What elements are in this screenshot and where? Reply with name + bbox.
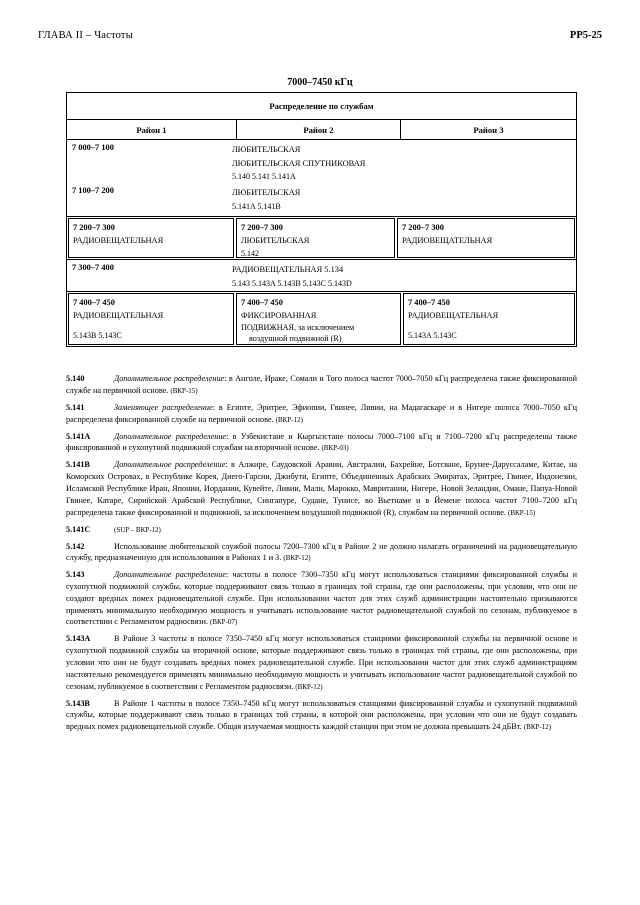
service-list	[229, 260, 576, 291]
footnote-refs: 5.143A 5.143C	[408, 331, 457, 340]
service-amateur: ЛЮБИТЕЛЬСКАЯ	[232, 188, 301, 197]
region-1-cell	[68, 293, 234, 345]
footnote-5-141c: 5.141C (SUP – ВКР-12)	[66, 524, 161, 534]
freq-range: 7 200–7 300	[73, 223, 115, 232]
service-list	[229, 140, 576, 183]
freq-range: 7 400–7 450	[408, 298, 450, 307]
chapter-header: ГЛАВА II – Частоты	[38, 30, 133, 41]
allocation-table	[66, 92, 577, 347]
service-broadcasting: РАДИОВЕЩАТЕЛЬНАЯ	[73, 236, 164, 245]
freq-range: 7 300–7 400	[72, 263, 114, 272]
table-row-7000-7100	[67, 140, 576, 183]
page-reference: РР5-25	[569, 30, 602, 41]
footnote-refs: 5.141A 5.141B	[232, 201, 281, 211]
table-row-7400-7450	[67, 291, 576, 346]
table-caption: Распределение по службам	[67, 93, 576, 120]
footnote-5-143: 5.143 Дополнительное распределение: частоты в полосе 7300–7350 кГц могут использоваться станциями фиксированной службы и сухопутной подвижной службы, которые поддерживают связь только в границах той страны, где они расположены, при условии, что они не создают вредных помех радиовещательной службе. При использовании частот для этих служб администрации настоятельно призываются применять минимальную необходимую мощность и учитывать использование частот радиовещательной службой по сезонам, публикуемое в соответствии с Регламентом радиосвязи. (ВКР-07)	[66, 570, 577, 627]
freq-range: 7 400–7 450	[241, 298, 283, 307]
freq-range: 7 400–7 450	[73, 298, 115, 307]
table-row-7300-7400	[67, 259, 576, 291]
service-mobile: ПОДВИЖНАЯ, за исключением	[241, 323, 355, 332]
region-1-cell	[68, 218, 234, 258]
footnote-5-143b: 5.143B В Районе 1 частоты в полосе 7350–7450 кГц могут использоваться станциями фиксированной службы и сухопутной подвижной службы, которые поддерживают связь только в границах той страны, в которой они расположены, при условии что они не будут создавать вредных помех радиовещательной службе. Общая излучаемая мощность каждой станции при этом не должна превышать 24 дБВт. (ВКР-12)	[66, 698, 577, 732]
footnote-refs: 5.142	[241, 249, 259, 258]
service-amateur: ЛЮБИТЕЛЬСКАЯ	[241, 236, 310, 245]
service-broadcasting: РАДИОВЕЩАТЕЛЬНАЯ	[73, 311, 164, 320]
service-amateur: ЛЮБИТЕЛЬСКАЯ	[232, 145, 301, 154]
region-3-cell	[403, 293, 575, 345]
service-broadcasting: РАДИОВЕЩАТЕЛЬНАЯ 5.134	[232, 265, 344, 274]
footnote-5-141a: 5.141A Дополнительное распределение: в Узбекистане и Кыргызстане полосы 7000–7100 кГц и 7100–7200 кГц распределены также фиксированной и сухопутной подвижной службам на вторичной основе. (ВКР-03)	[66, 431, 578, 453]
region-3-cell	[397, 218, 575, 258]
service-broadcasting: РАДИОВЕЩАТЕЛЬНАЯ	[408, 311, 499, 320]
footnote-refs: 5.143 5.143A 5.143B 5.143C 5.143D	[232, 278, 352, 288]
footnote-refs: 5.140 5.141 5.141A	[232, 172, 296, 181]
table-row-7200-7300	[67, 216, 576, 259]
freq-range: 7 100–7 200	[72, 186, 114, 195]
table-row-7100-7200	[67, 183, 576, 216]
footnote-5-143a: 5.143A В Районе 3 частоты в полосе 7350–7450 кГц могут использоваться станциями фиксированной службы на первичной основе и сухопутной подвижной службы на вторичной основе, которые поддерживают связь только в границах той страны, где они расположены, при условии что они не будут создавать вредных помех радиовещательной службе. При использовании частот для этих служб администрациям настоятельно рекомендуется применять минимально необходимую мощность и учитывать использование частот радиовещательной службой по сезонам, публикуемое в соответствии с Регламентом радиосвязи. (ВКР-12)	[66, 634, 577, 691]
footnote-5-141b: 5.141B Дополнительное распределение: в Алжире, Саудовской Аравии, Австралии, Бахрейне, Ботсване, Брунее-Даруссаламе, Китае, на Коморских Островах, в Республике Корея, Диего-Гарсии, Джибути, Египте, Объединенных Арабских Эмиратах, Эритрее, Гвинее, Индонезии, Исламской Республике Иран, Японии, Иордании, Кувейте, Ливии, Мали, Марокко, Мавритании, Нигере, Новой Зеландии, Омане, Папуа-Новой Гвинее, Катаре, Сирийской Арабской Республике, Сингапуре, Судане, Тунисе, во Вьетнаме и в Йемене полоса частот 7100–7200 кГц распределена также фиксированной и подвижной, за исключением воздушной подвижной (R), службам на первичной основе. (ВКР-15)	[66, 460, 578, 517]
footnotes-section	[66, 373, 577, 738]
region-2-cell	[236, 218, 395, 258]
service-list	[229, 183, 576, 216]
footnote-5-140: 5.140 Дополнительное распределение: в Анголе, Ираке, Сомали и Того полоса частот 7000–7050 кГц распределена также фиксированной службе на первичной основе. (ВКР-15)	[66, 374, 577, 395]
freq-range: 7 200–7 300	[402, 223, 444, 232]
service-mobile-exception: воздушной подвижной (R)	[249, 334, 342, 343]
footnote-5-142: 5.142 Использование любительской службой полосы 7200–7300 кГц в Районе 2 не должно налагать ограничений на радиовещательную службу, предназначенную для использования в Районах 1 и 3. (ВКР-12)	[66, 541, 577, 563]
region-2-cell	[236, 293, 401, 345]
freq-range: 7 200–7 300	[241, 223, 283, 232]
footnote-refs: 5.143B 5.143C	[73, 331, 122, 340]
service-amateur-satellite: ЛЮБИТЕЛЬСКАЯ СПУТНИКОВАЯ	[232, 158, 366, 168]
region-2-header: Район 2	[237, 120, 401, 139]
region-3-header: Район 3	[473, 124, 504, 135]
region-header-row	[67, 120, 576, 140]
region-1-header: Район 1	[67, 120, 237, 139]
footnote-5-141: 5.141 Заменяющее распределение: в Египте, Эритрее, Эфиопии, Гвинее, Ливии, на Мадагаскаре и в Нигере полоса 7000–7050 кГц распределена фиксированной службе на первичной основе. (ВКР-12)	[66, 402, 577, 424]
band-title: 7000–7450 кГц	[287, 77, 353, 88]
service-broadcasting: РАДИОВЕЩАТЕЛЬНАЯ	[402, 236, 493, 245]
service-fixed: ФИКСИРОВАННАЯ	[241, 311, 317, 320]
freq-range: 7 000–7 100	[72, 143, 114, 152]
